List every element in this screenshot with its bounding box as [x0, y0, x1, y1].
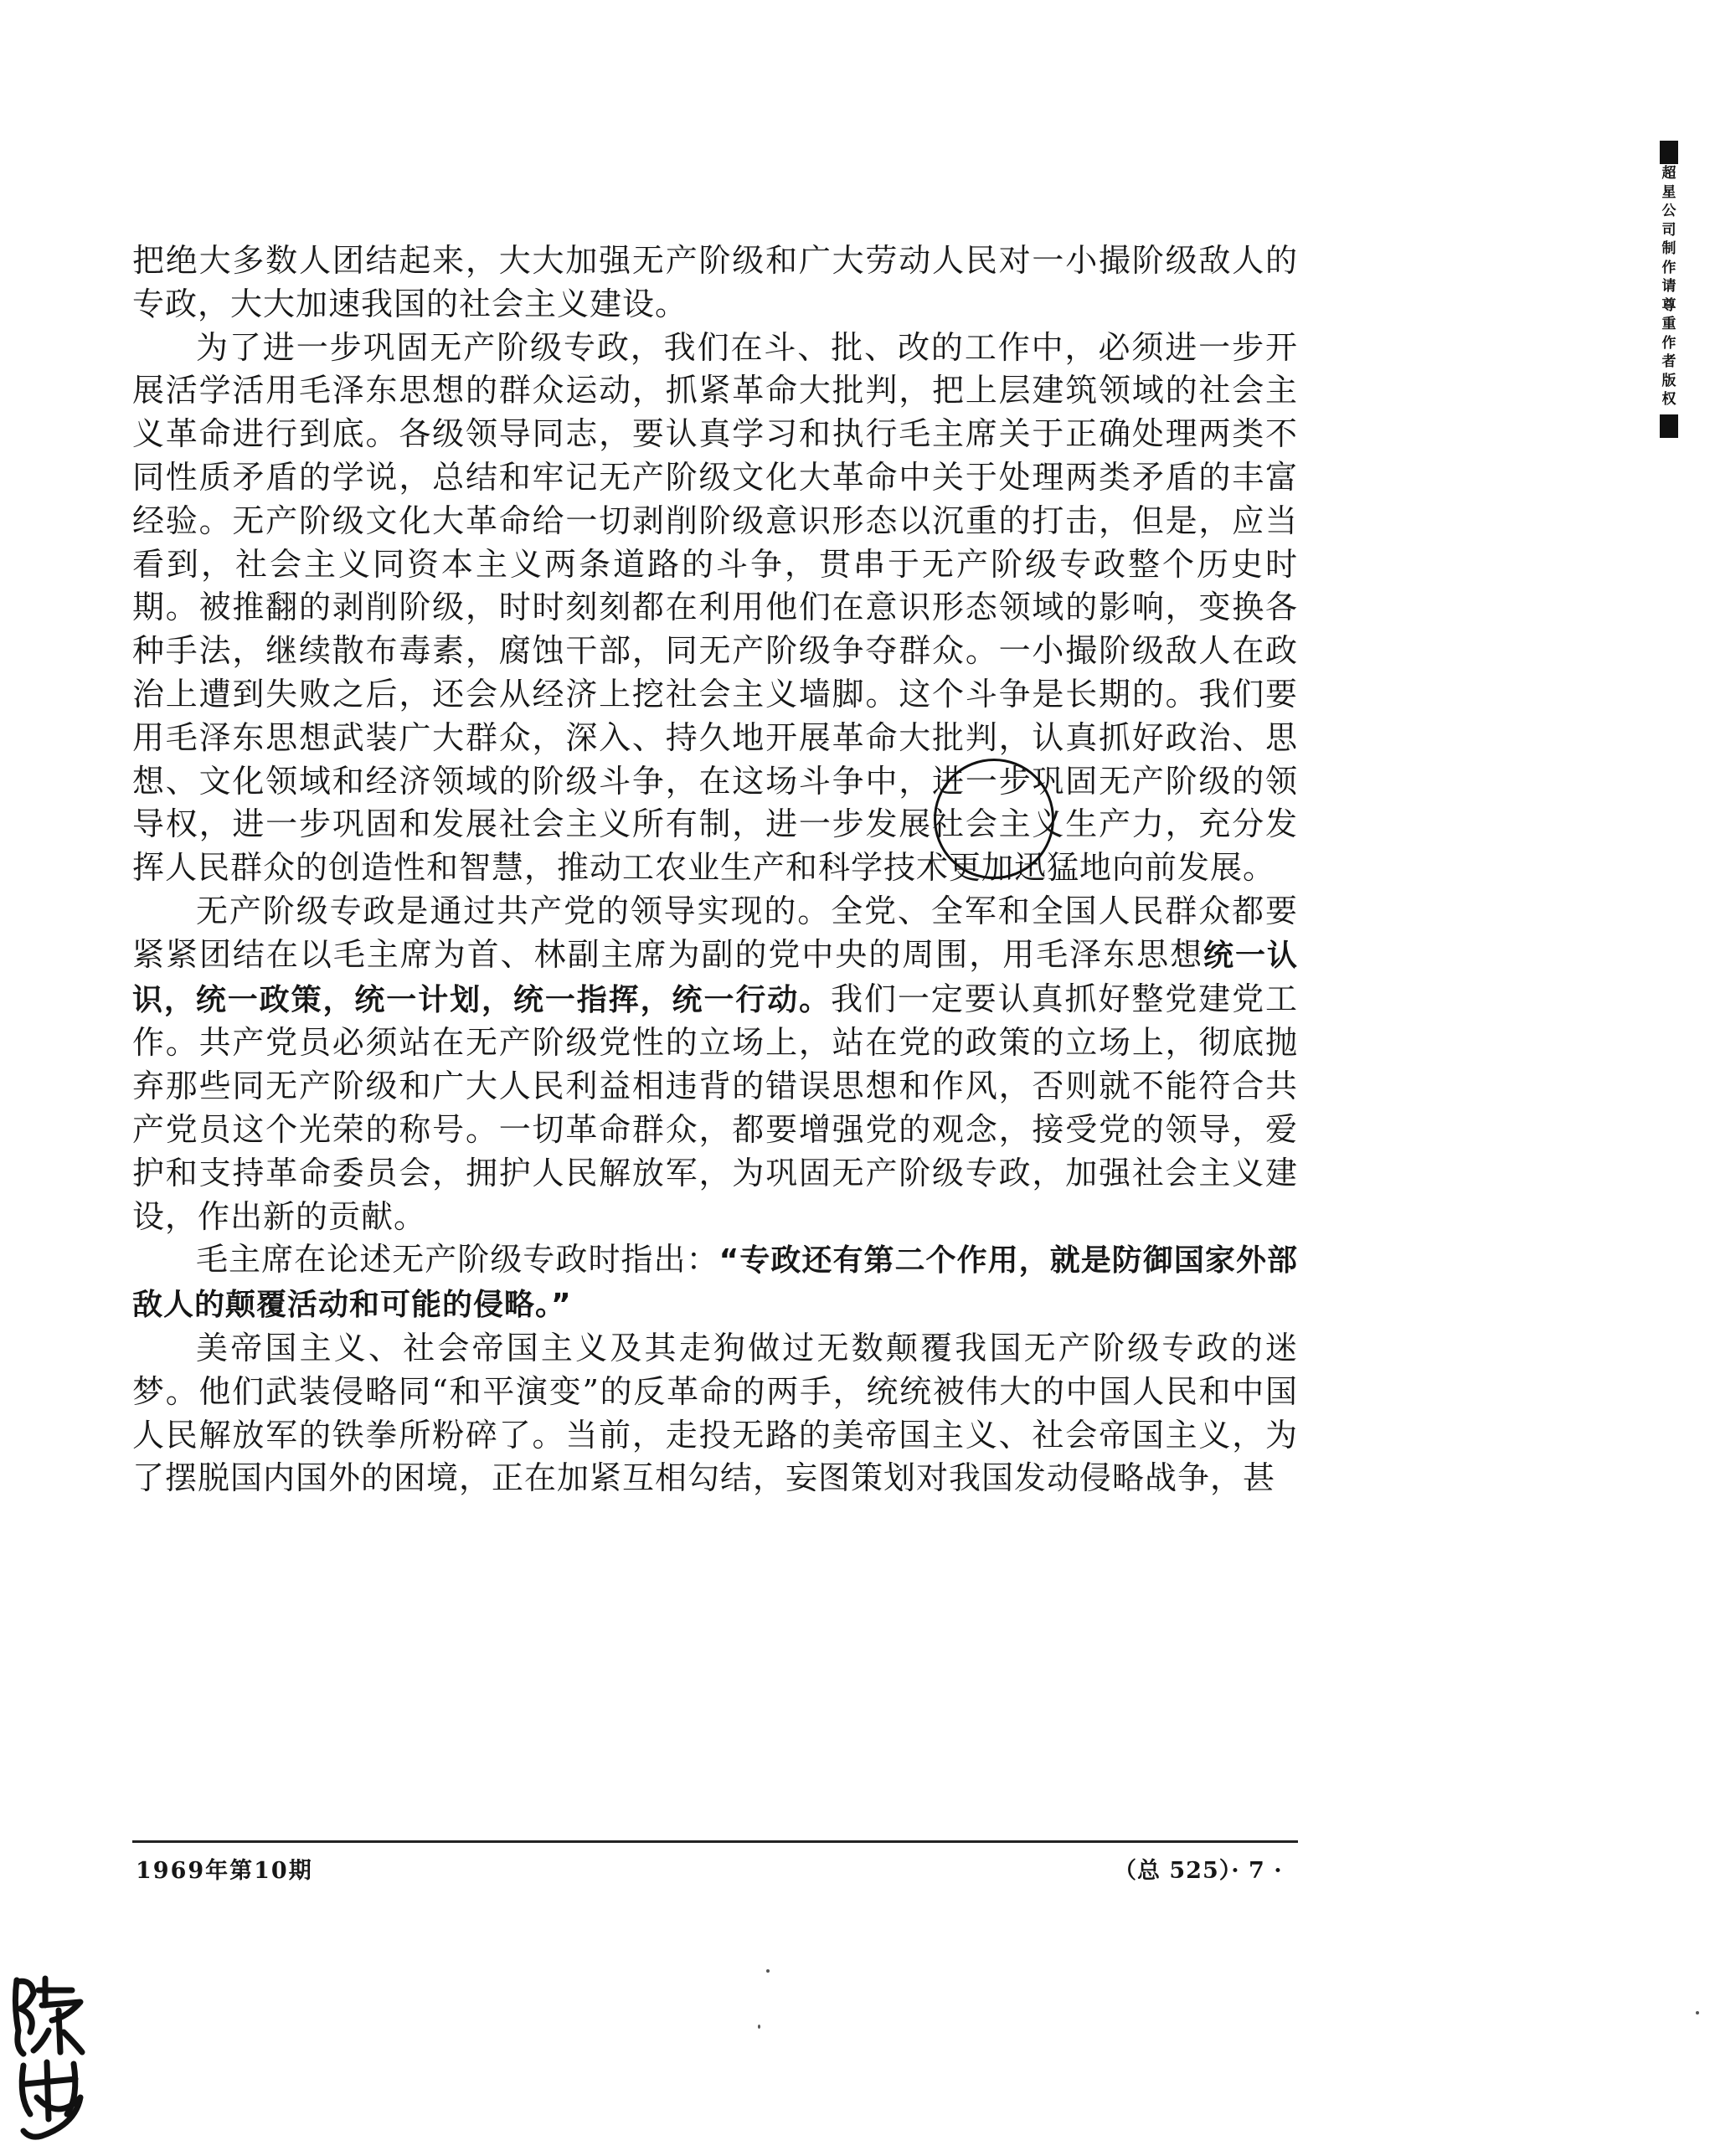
article-body — [132, 239, 1298, 1500]
paragraph — [132, 1238, 1298, 1327]
bold-quote-run: “专政还有第二个作用，就是防御国家外部敌人的颠覆活动和可能的侵略。” — [132, 1243, 1298, 1323]
paragraph — [132, 327, 1298, 890]
paragraph — [132, 890, 1298, 1238]
bold-quote-run: 统一认识，统一政策，统一计划，统一指挥，统一行动。 — [132, 938, 1298, 1017]
text-run: 美帝国主义、社会帝国主义及其走狗做过无数颠覆我国无产阶级专政的迷梦。他们武装侵略同“和平演变”的反革命的两手，统统被伟大的中国人民和中国人民解放军的铁拳所粉碎了。当前，走投无路的美帝国主义、社会帝国主义，为了摆脱国内国外的困境，正在加紧互相勾结，妄图策划对我国发动侵略战争，甚 — [132, 1329, 1298, 1497]
issue-label: 1969年第10期 — [136, 1858, 313, 1884]
side-watermark-text: 超星公司制作请尊重作者版权 — [1661, 165, 1676, 408]
handwritten-circle-mark — [934, 759, 1054, 879]
tab-bar-bottom — [1660, 414, 1678, 438]
text-run: 毛主席在论述无产阶级专政时指出： — [196, 1241, 719, 1279]
scan-speck — [766, 1969, 770, 1973]
scan-speck — [758, 2025, 760, 2029]
text-run: 把绝大多数人团结起来，大大加强无产阶级和广大劳动人民对一小撮阶级敌人的专政，大大加速我国的社会主义建设。 — [132, 242, 1298, 322]
text-run: 我们一定要认真抓好整党建党工作。共产党员必须站在无产阶级党性的立场上，站在党的政策的立场上，彻底抛弃那些同无产阶级和广大人民利益相违背的错误思想和作风，否则就不能符合共产党员这个光荣的称号。一切革命群众，都要增强党的观念，接受党的领导，爱护和支持革命委员会，拥护人民解放军，为巩固无产阶级专政，加强社会主义建设，作出新的贡献。 — [132, 980, 1298, 1235]
text-run: 为了进一步巩固无产阶级专政，我们在斗、批、改的工作中，必须进一步开展活学活用毛泽东思想的群众运动，抓紧革命大批判，把上层建筑领域的社会主义革命进行到底。各级领导同志，要认真学习和执行毛主席关于正确处理两类不同性质矛盾的学说，总结和牢记无产阶级文化大革命中关于处理两类矛盾的丰富经验。无产阶级文化大革命给一切剥削阶级意识形态以沉重的打击，但是，应当看到，社会主义同资本主义两条道路的斗争，贯串于无产阶级专政整个历史时期。被推翻的剥削阶级，时时刻刻都在利用他们在意识形态领域的影响，变换各种手法，继续散布毒素，腐蚀干部，同无产阶级争夺群众。一小撮阶级敌人在政治上遭到失败之后，还会从经济上挖社会主义墙脚。这个斗争是长期的。我们要用毛泽东思想武装广大群众，深入、持久地开展革命大批判，认真抓好政治、思想、文化领域和经济领域的阶级斗争，在这场斗争中，进一步巩固无产阶级的领导权，进一步巩固和发展社会主义所有制，进一步发展社会主义生产力，充分发挥人民群众的创造性和智慧，推动工农业生产和科学技术更加迅猛地向前发展。 — [132, 328, 1298, 887]
text-run: 无产阶级专政是通过共产党的领导实现的。全党、全军和全国人民群众都要紧紧团结在以毛主席为首、林副主席为副的党中央的周围，用毛泽东思想 — [132, 892, 1298, 973]
paragraph — [132, 1327, 1298, 1500]
paragraph — [132, 239, 1298, 327]
page-number: （总 525）· 7 · — [1114, 1858, 1283, 1884]
seal-stamp — [8, 1972, 89, 2143]
tab-bar-top — [1660, 141, 1678, 164]
side-watermark-tab — [1656, 141, 1687, 635]
scan-speck — [1696, 2011, 1699, 2014]
footer-rule — [132, 1840, 1298, 1843]
